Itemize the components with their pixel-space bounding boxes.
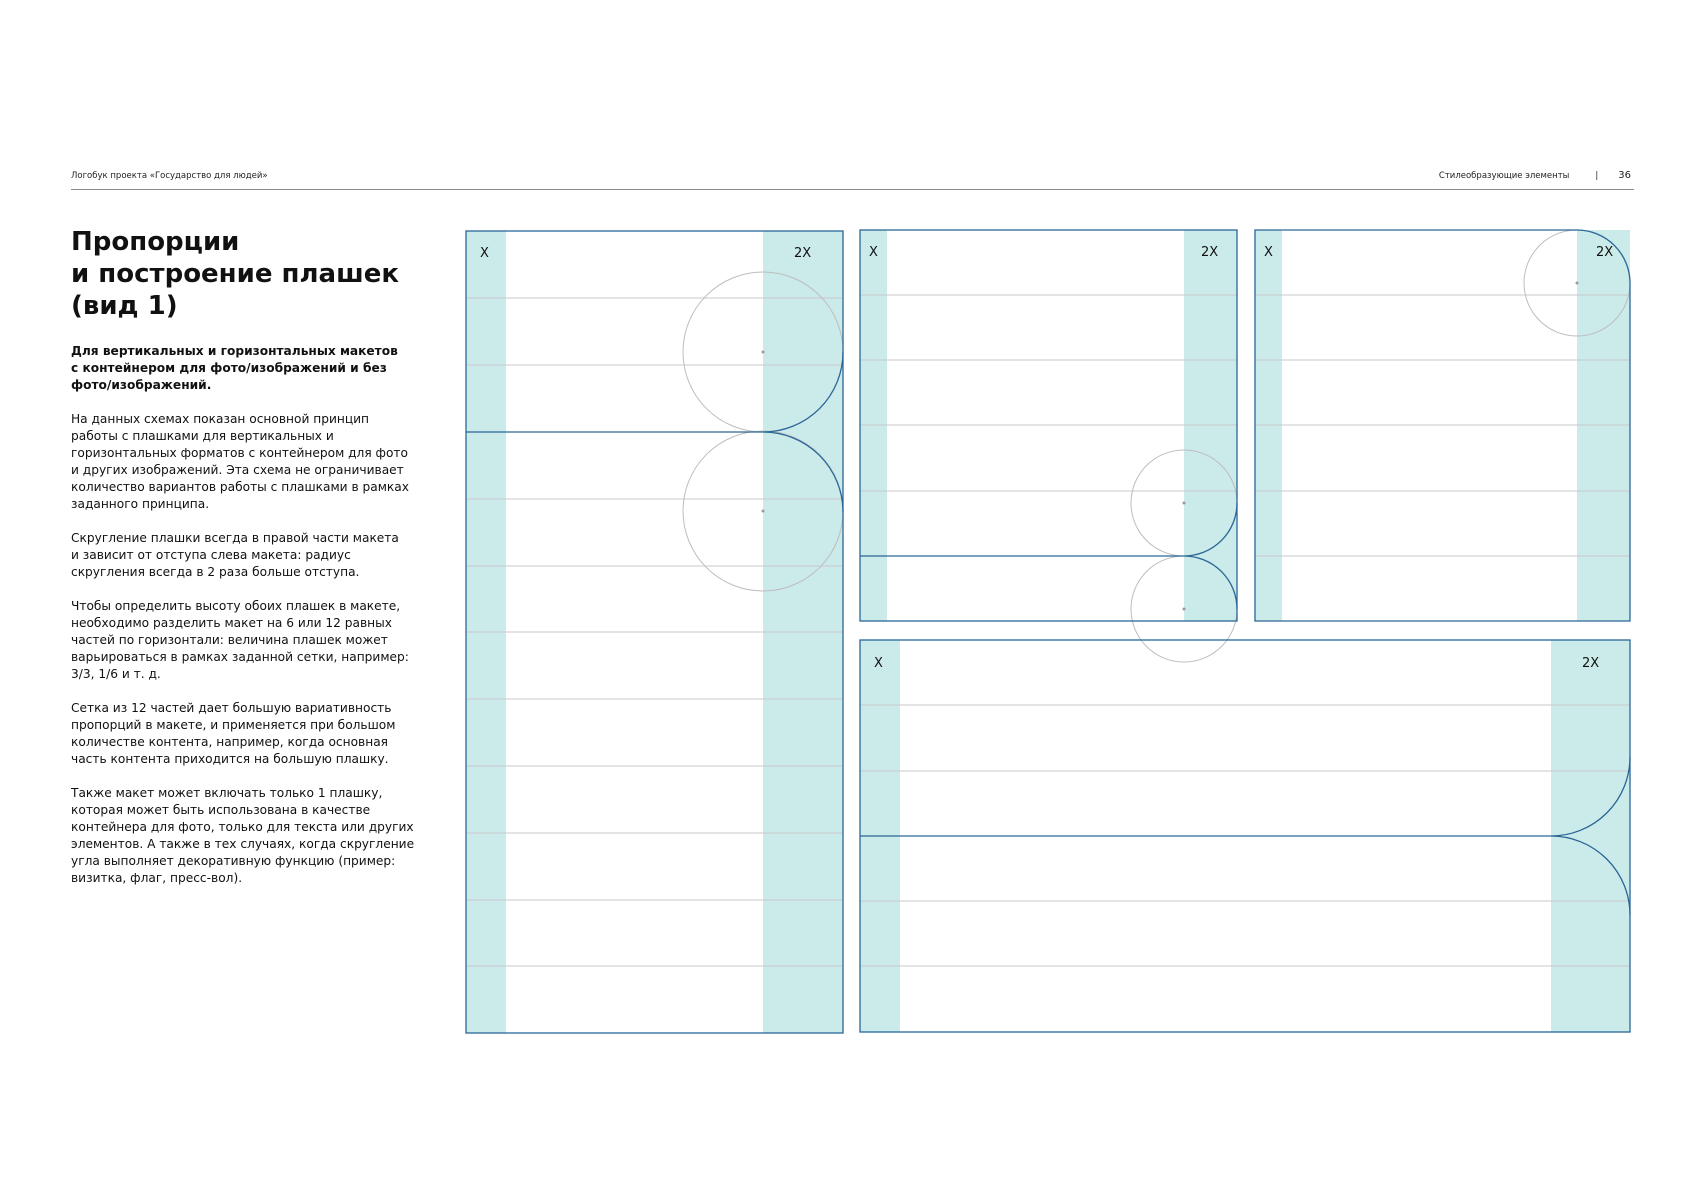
margin-label: X [480, 246, 489, 261]
radius-label: 2X [1596, 245, 1614, 260]
paragraph-rounding: Скругление плашки всегда в правой части макета и зависит от отступа слева макета: радиус скругления всегда в 2 раза больше отступа. [71, 531, 399, 579]
grid-lines [1255, 295, 1630, 556]
paragraph-principle: На данных схемах показан основной принцип работы с плашками для вертикальных и горизонтальных форматов с контейнером для фото и других изображений. Эта схема не ограничивает количество вариантов работы с плашками в рамках заданного принципа. [71, 412, 409, 511]
circle-center [1183, 608, 1186, 611]
paragraph-grid-12: Сетка из 12 частей дает большую вариативность пропорций в макете, и применяется при большом количестве контента, например, когда основная часть контента приходится на большую плашку. [71, 701, 396, 766]
header-document-title: Логобук проекта «Государство для людей» [71, 171, 268, 181]
header-section-name: Стилеобразующие элементы [1438, 170, 1570, 181]
radius-label: 2X [794, 246, 812, 261]
circle-center [762, 510, 765, 513]
circle-center [1183, 502, 1186, 505]
radius-label: 2X [1582, 656, 1600, 671]
diagram-horizontal-single [1255, 230, 1630, 621]
lead-paragraph: Для вертикальных и горизонтальных макетов с контейнером для фото/изображений и без фото/изображений. [71, 344, 398, 392]
plate-divider-curve [860, 503, 1237, 609]
circle-center [1576, 282, 1579, 285]
circle-center [762, 351, 765, 354]
header-separator: | [1595, 170, 1599, 181]
plate-divider-curve [860, 757, 1630, 915]
diagram-vertical-tall [466, 231, 843, 1033]
page-title: Пропорции и построение плашек (вид 1) [71, 227, 399, 321]
page-number: 36 [1618, 170, 1631, 181]
paragraph-height: Чтобы определить высоту обоих плашек в макете, необходимо разделить макет на 6 или 12 равных частей по горизонтали: величина плашек может варьироваться в рамках заданной сетки, например: 3/3, 1/6 и т. д. [71, 599, 409, 681]
diagram-horizontal-wide [860, 640, 1630, 1032]
margin-label: X [874, 656, 883, 671]
grid-lines [860, 295, 1237, 491]
diagram-horizontal-small [860, 230, 1237, 662]
paragraph-single-plate: Также макет может включать только 1 плашку, которая может быть использована в качестве контейнера для фото, только для текста или других элементов. А также в тех случаях, когда скругление угла выполняет декоративную функцию (пример: визитка, флаг, пресс-вол). [71, 786, 415, 885]
radius-column [1551, 640, 1630, 1032]
radius-label: 2X [1201, 245, 1219, 260]
margin-label: X [869, 245, 878, 260]
margin-label: X [1264, 245, 1273, 260]
